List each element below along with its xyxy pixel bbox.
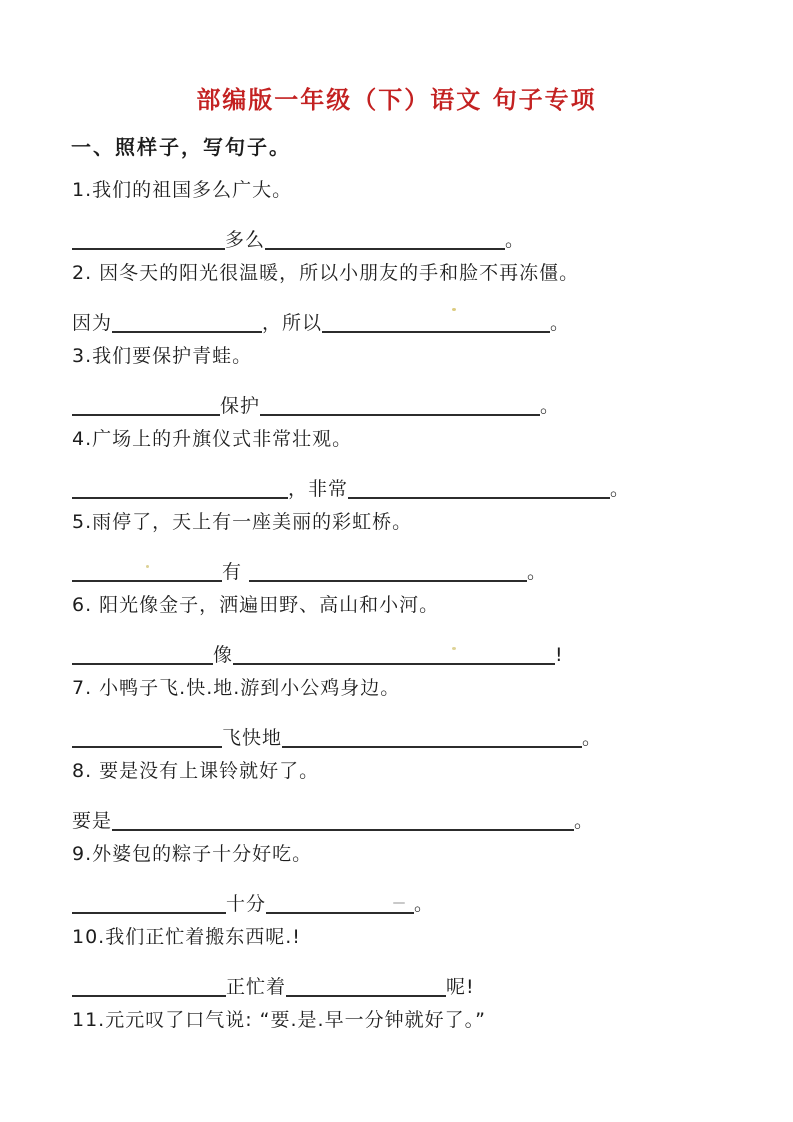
answer-line <box>72 634 763 676</box>
answer-hint-text: 呢! <box>446 975 475 998</box>
answer-line <box>72 385 763 427</box>
question-text: 11.元元叹了口气说: “要.是.早一分钟就好了。” <box>72 1009 486 1031</box>
answer-blank <box>72 641 213 665</box>
question-text: 3.我们要保护青蛙。 <box>72 345 253 367</box>
answer-line <box>72 219 763 261</box>
answer-hint-text: 。 <box>414 892 435 915</box>
answer-line <box>72 468 763 510</box>
answer-hint-text: 。 <box>527 560 548 583</box>
answer-line <box>72 800 763 842</box>
answer-blank <box>322 309 550 333</box>
answer-blank <box>260 392 540 416</box>
question-text: 10.我们正忙着搬东西呢.! <box>72 926 301 948</box>
answer-hint-text: 飞快地 <box>222 726 283 749</box>
answer-line <box>72 717 763 759</box>
answer-blank <box>348 475 610 499</box>
answer-hint-text: ，非常 <box>288 477 349 500</box>
answer-hint-text: 。 <box>574 809 595 832</box>
answer-hint-text: ，所以 <box>262 311 323 334</box>
answer-blank <box>72 973 226 997</box>
answer-blank <box>249 558 527 582</box>
answer-blank <box>265 226 505 250</box>
answer-blank <box>72 558 222 582</box>
answer-hint-text: 。 <box>540 394 561 417</box>
answer-hint-text: ! <box>555 643 564 666</box>
answer-blank <box>72 890 226 914</box>
answer-blank <box>72 475 288 499</box>
answer-blank <box>286 973 446 997</box>
answer-hint-text: 有 <box>222 560 250 583</box>
answer-blank <box>72 724 222 748</box>
answer-hint-text: 。 <box>610 477 631 500</box>
question-text: 1.我们的祖国多么广大。 <box>72 179 293 201</box>
section-heading: 一、照样子，写句子。 <box>71 135 291 159</box>
answer-line <box>72 966 763 1008</box>
answer-line <box>72 551 763 593</box>
answer-hint-text: 因为 <box>72 311 113 334</box>
question-text: 6. 阳光像金子，洒遍田野、高山和小河。 <box>72 594 440 616</box>
scan-speck <box>452 308 456 311</box>
scan-speck <box>452 647 456 650</box>
question-text: 2. 因冬天的阳光很温暖，所以小朋友的手和脸不再冻僵。 <box>72 262 580 284</box>
question-text: 8. 要是没有上课铃就好了。 <box>72 760 320 782</box>
answer-line <box>72 302 763 344</box>
page-title: 部编版一年级（下）语文 句子专项 <box>196 86 597 114</box>
scan-mark <box>393 902 405 904</box>
answer-hint-text: 像 <box>213 643 234 666</box>
scan-speck <box>146 565 149 568</box>
answer-hint-text: 。 <box>550 311 571 334</box>
answer-blank <box>282 724 582 748</box>
question-text: 9.外婆包的粽子十分好吃。 <box>72 843 313 865</box>
answer-hint-text: 。 <box>582 726 603 749</box>
answer-hint-text: 保护 <box>220 394 261 417</box>
exercise-body <box>72 177 763 1049</box>
question-text: 4.广场上的升旗仪式非常壮观。 <box>72 428 353 450</box>
answer-line <box>72 883 763 925</box>
question-text: 5.雨停了，天上有一座美丽的彩虹桥。 <box>72 511 413 533</box>
answer-blank <box>72 226 225 250</box>
question-text: 7. 小鸭子飞.快.地.游到小公鸡身边。 <box>72 677 401 699</box>
answer-blank <box>72 392 220 416</box>
answer-blank <box>266 890 414 914</box>
answer-hint-text: 正忙着 <box>226 975 287 998</box>
answer-blank <box>233 641 555 665</box>
answer-hint-text: 多么 <box>225 228 266 251</box>
answer-hint-text: 。 <box>505 228 526 251</box>
answer-blank <box>112 807 574 831</box>
answer-hint-text: 十分 <box>226 892 267 915</box>
answer-hint-text: 要是 <box>72 809 113 832</box>
answer-blank <box>112 309 262 333</box>
